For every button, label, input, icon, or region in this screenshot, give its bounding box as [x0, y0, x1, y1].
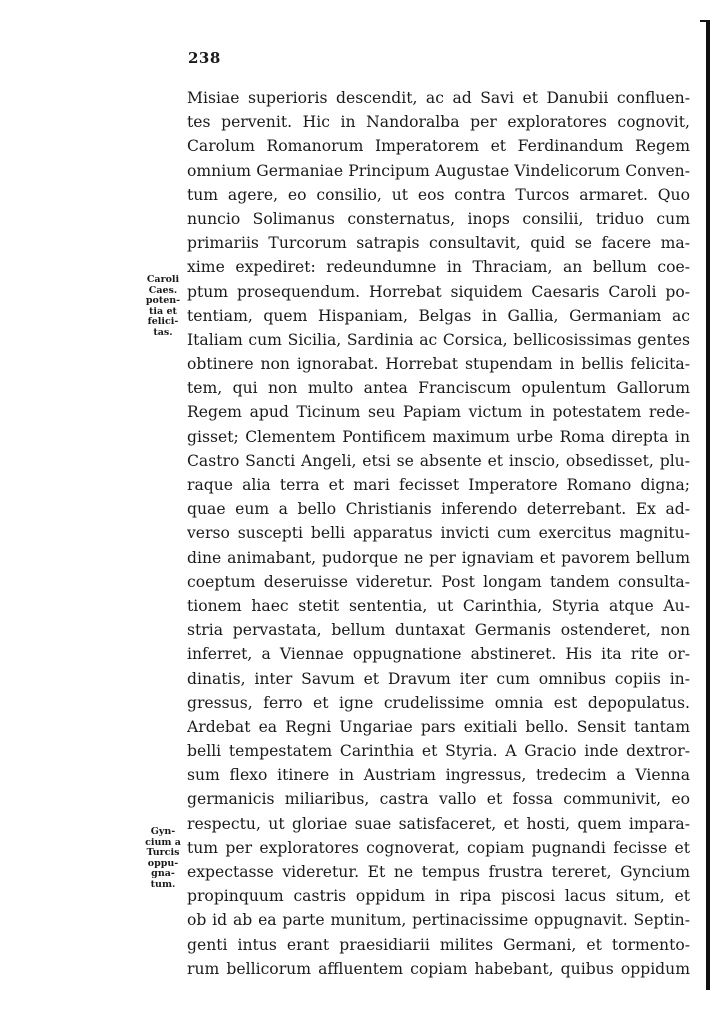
page-number: 238	[188, 49, 221, 67]
text-line: xime expediret: redeundumne in Thraciam, an bellum coe-	[187, 258, 690, 277]
margin-note-line: tia et	[149, 305, 177, 317]
text-line: tem, qui non multo antea Franciscum opulentum Gallorum	[187, 379, 690, 398]
margin-note-line: Caroli	[146, 274, 180, 285]
text-line: rum bellicorum affluentem copiam habebant, quibus oppidum	[187, 959, 690, 978]
text-line: germanicis miliaribus, castra vallo et fossa communivit, eo	[187, 790, 690, 809]
text-line: stria pervastata, bellum duntaxat Germanis ostenderet, non	[187, 621, 690, 640]
text-line: ob id ab ea parte munitum, pertinacissime oppugnavit. Septin-	[187, 911, 690, 930]
text-line: Castro Sancti Angeli, etsi se absente et inscio, obsedisset, plu-	[187, 451, 690, 470]
text-line: Italiam cum Sicilia, Sardinia ac Corsica, bellicosissimas gentes	[187, 330, 690, 349]
text-line: gressus, ferro et igne crudelissime omnia est depopulatus.	[187, 693, 690, 712]
text-line: gisset; Clementem Pontificem maximum urbe Roma direpta in	[187, 427, 690, 446]
text-line: quae eum a bello Christianis inferendo deterrebant. Ex ad-	[187, 500, 690, 519]
text-line: Regem apud Ticinum seu Papiam victum in potestatem rede-	[187, 403, 690, 422]
text-line: Misiae superioris descendit, ac ad Savi et Danubii confluen-	[187, 89, 690, 107]
text-line: tionem haec stetit sententia, ut Carinthia, Styria atque Au-	[187, 596, 690, 615]
margin-note-line: felici-	[147, 316, 179, 327]
text-line: tentiam, quem Hispaniam, Belgas in Gallia, Germaniam ac	[187, 306, 690, 325]
margin-note-line: Gyn-	[150, 826, 176, 837]
text-line: tum per exploratores cognoverat, copiam pugnandi fecisse et	[187, 838, 690, 857]
text-line: primariis Turcorum satrapis consultavit, quid se facere ma-	[187, 234, 690, 253]
text-line: inferret, a Viennae oppugnatione abstineret. His ita rite or-	[187, 645, 690, 664]
margin-note-line: Caes.	[148, 284, 178, 296]
page-edge-border	[706, 20, 710, 990]
text-line: omnium Germaniae Principum Augustae Vindelicorum Conven-	[187, 161, 690, 180]
text-line: tum agere, eo consilio, ut eos contra Turcos armaret. Quo	[187, 185, 690, 204]
body-text	[187, 86, 690, 981]
text-line: expectasse videretur. Et ne tempus frustra tereret, Gyncium	[187, 863, 690, 881]
margin-note-line: Turcis	[146, 847, 180, 858]
margin-note-line: oppu-	[147, 857, 179, 869]
text-line: respectu, ut gloriae suae satisfaceret, et hosti, quem impara-	[187, 814, 690, 833]
text-line: verso suscepti belli apparatus invicti cum exercitus magnitu-	[187, 524, 690, 543]
text-line: belli tempestatem Carinthia et Styria. A Gracio inde dextror-	[187, 742, 690, 761]
text-line: coeptum deseruisse videretur. Post longam tandem consulta-	[187, 572, 690, 591]
text-line: Ardebat ea Regni Ungariae pars exitiali bello. Sensit tantam	[187, 717, 690, 736]
margin-note-caroli	[140, 275, 186, 338]
text-line: obtinere non ignorabat. Horrebat stupendam in bellis felicita-	[187, 355, 690, 374]
margin-note-line: gna-	[151, 868, 175, 879]
text-line: raque alia terra et mari fecisset Imperatore Romano digna;	[187, 476, 690, 494]
text-line: sum flexo itinere in Austriam ingressus, tredecim a Vienna	[187, 766, 690, 785]
margin-note-gyncium	[140, 827, 186, 890]
text-line: nuncio Solimanus consternatus, inops consilii, triduo cum	[187, 209, 690, 228]
text-line: ptum prosequendum. Horrebat siquidem Caesaris Caroli po-	[187, 282, 690, 301]
text-line: propinquum castris oppidum in ripa piscosi lacus situm, et	[187, 887, 690, 906]
text-line: tes pervenit. Hic in Nandoralba per exploratores cognovit,	[187, 113, 690, 132]
margin-note-line: tum.	[150, 878, 176, 890]
margin-note-line: poten-	[145, 295, 181, 306]
text-line: dine animabant, pudorque ne per ignaviam et pavorem bellum	[187, 548, 690, 567]
margin-note-line: tas.	[153, 326, 173, 338]
text-line: genti intus erant praesidiarii milites Germani, et tormento-	[187, 935, 690, 954]
text-line: dinatis, inter Savum et Dravum iter cum omnibus copiis in-	[187, 669, 690, 688]
text-line: Carolum Romanorum Imperatorem et Ferdinandum Regem	[187, 137, 690, 156]
margin-note-line: cium a	[145, 836, 181, 848]
